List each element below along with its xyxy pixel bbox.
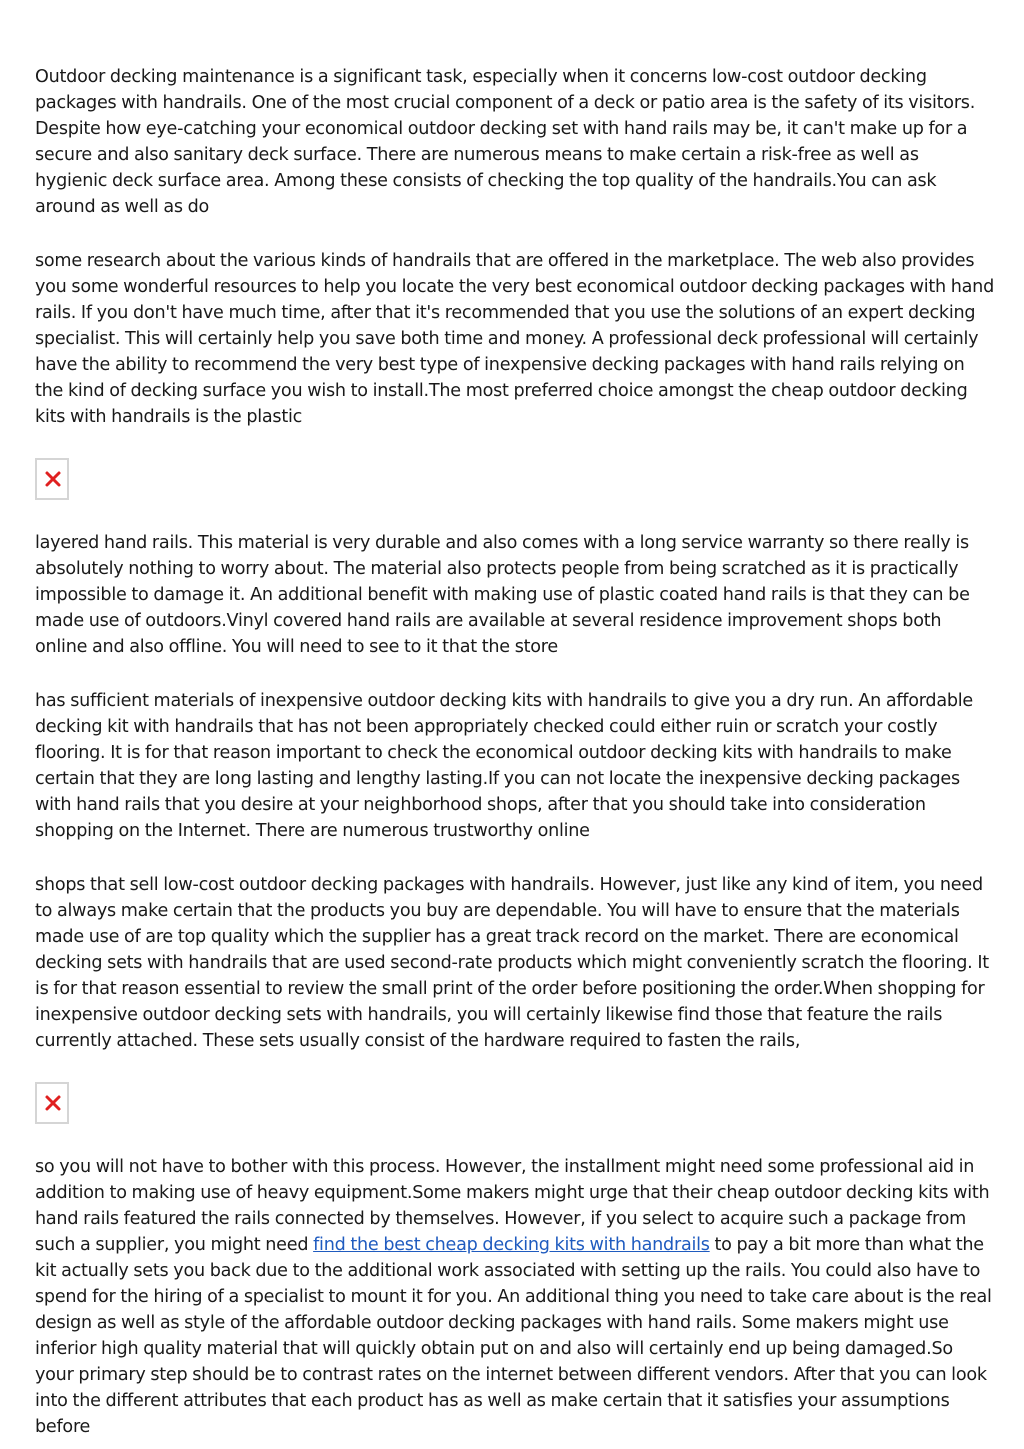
decking-kits-link[interactable]: find the best cheap decking kits with handrails bbox=[313, 1235, 710, 1255]
document-page bbox=[35, 64, 995, 1440]
paragraph-6-text-before: so you will not have to bother with this process. However, the installment might need some professional aid in addition to making use of heavy equipment.Some makers might urge that their cheap outdoor decking kits with hand rails featured the rails connected by themselves. However, if you select to acquire such a package from such a supplier, you might need bbox=[35, 1157, 990, 1255]
broken-image-icon bbox=[44, 1094, 62, 1112]
paragraph-3: layered hand rails. This material is very durable and also comes with a long service warranty so there really is absolutely nothing to worry about. The material also protects people from being scratched as it is practically impossible to damage it. An additional benefit with making use of plastic coated hand rails is that they can be made use of outdoors.Vinyl covered hand rails are available at several residence improvement shops both online and also offline. You will need to see to it that the store bbox=[35, 533, 970, 657]
paragraph-gap bbox=[35, 220, 995, 248]
paragraph-gap bbox=[35, 844, 995, 872]
paragraph-6-text-after: to pay a bit more than what the kit actually sets you back due to the additional work associated with setting up the rails. You could also have to spend for the hiring of a specialist to mount it for you. An additional thing you need to take care about is the real design as well as style of the affordable outdoor decking packages with hand rails. Some makers might use inferior high quality material that will quickly obtain put on and also will certainly end up being damaged.So your primary step should be to contrast rates on the internet between different vendors. After that you can look into the different attributes that each product has as well as make certain that it satisfies your assumptions before bbox=[35, 1235, 992, 1437]
broken-image-placeholder bbox=[35, 1082, 69, 1124]
paragraph-4: has sufficient materials of inexpensive outdoor decking kits with handrails to give you a dry run. An affordable decking kit with handrails that has not been appropriately checked could either ruin or scratch your costly flooring. It is for that reason important to check the economical outdoor decking kits with handrails to make certain that they are long lasting and lengthy lasting.If you can not locate the inexpensive decking packages with hand rails that you desire at your neighborhood shops, after that you should take into consideration shopping on the Internet. There are numerous trustworthy online bbox=[35, 691, 974, 841]
broken-image-placeholder bbox=[35, 458, 69, 500]
paragraph-2: some research about the various kinds of handrails that are offered in the marketplace. The web also provides you some wonderful resources to help you locate the very best economical outdoor decking packages with hand rails. If you don't have much time, after that it's recommended that you use the solutions of an expert decking specialist. This will certainly help you save both time and money. A professional deck professional will certainly have the ability to recommend the very best type of inexpensive decking packages with hand rails relying on the kind of decking surface you wish to install.The most preferred choice amongst the cheap outdoor decking kits with handrails is the plastic bbox=[35, 251, 995, 427]
paragraph-gap bbox=[35, 660, 995, 688]
paragraph-1: Outdoor decking maintenance is a significant task, especially when it concerns low-cost outdoor decking packages with handrails. One of the most crucial component of a deck or patio area is the safety of its visitors. Despite how eye-catching your economical outdoor decking set with hand rails may be, it can't make up for a secure and also sanitary deck surface. There are numerous means to make certain a risk-free as well as hygienic deck surface area. Among these consists of checking the top quality of the handrails.You can ask around as well as do bbox=[35, 67, 976, 217]
paragraph-6 bbox=[35, 1154, 995, 1440]
broken-image-icon bbox=[44, 470, 62, 488]
paragraph-5: shops that sell low-cost outdoor decking packages with handrails. However, just like any kind of item, you need to always make certain that the products you buy are dependable. You will have to ensure that the materials made use of are top quality which the supplier has a great track record on the market. There are economical decking sets with handrails that are used second-rate products which might conveniently scratch the flooring. It is for that reason essential to review the small print of the order before positioning the order.When shopping for inexpensive outdoor decking sets with handrails, you will certainly likewise find those that feature the rails currently attached. These sets usually consist of the hardware required to fasten the rails, bbox=[35, 875, 989, 1051]
